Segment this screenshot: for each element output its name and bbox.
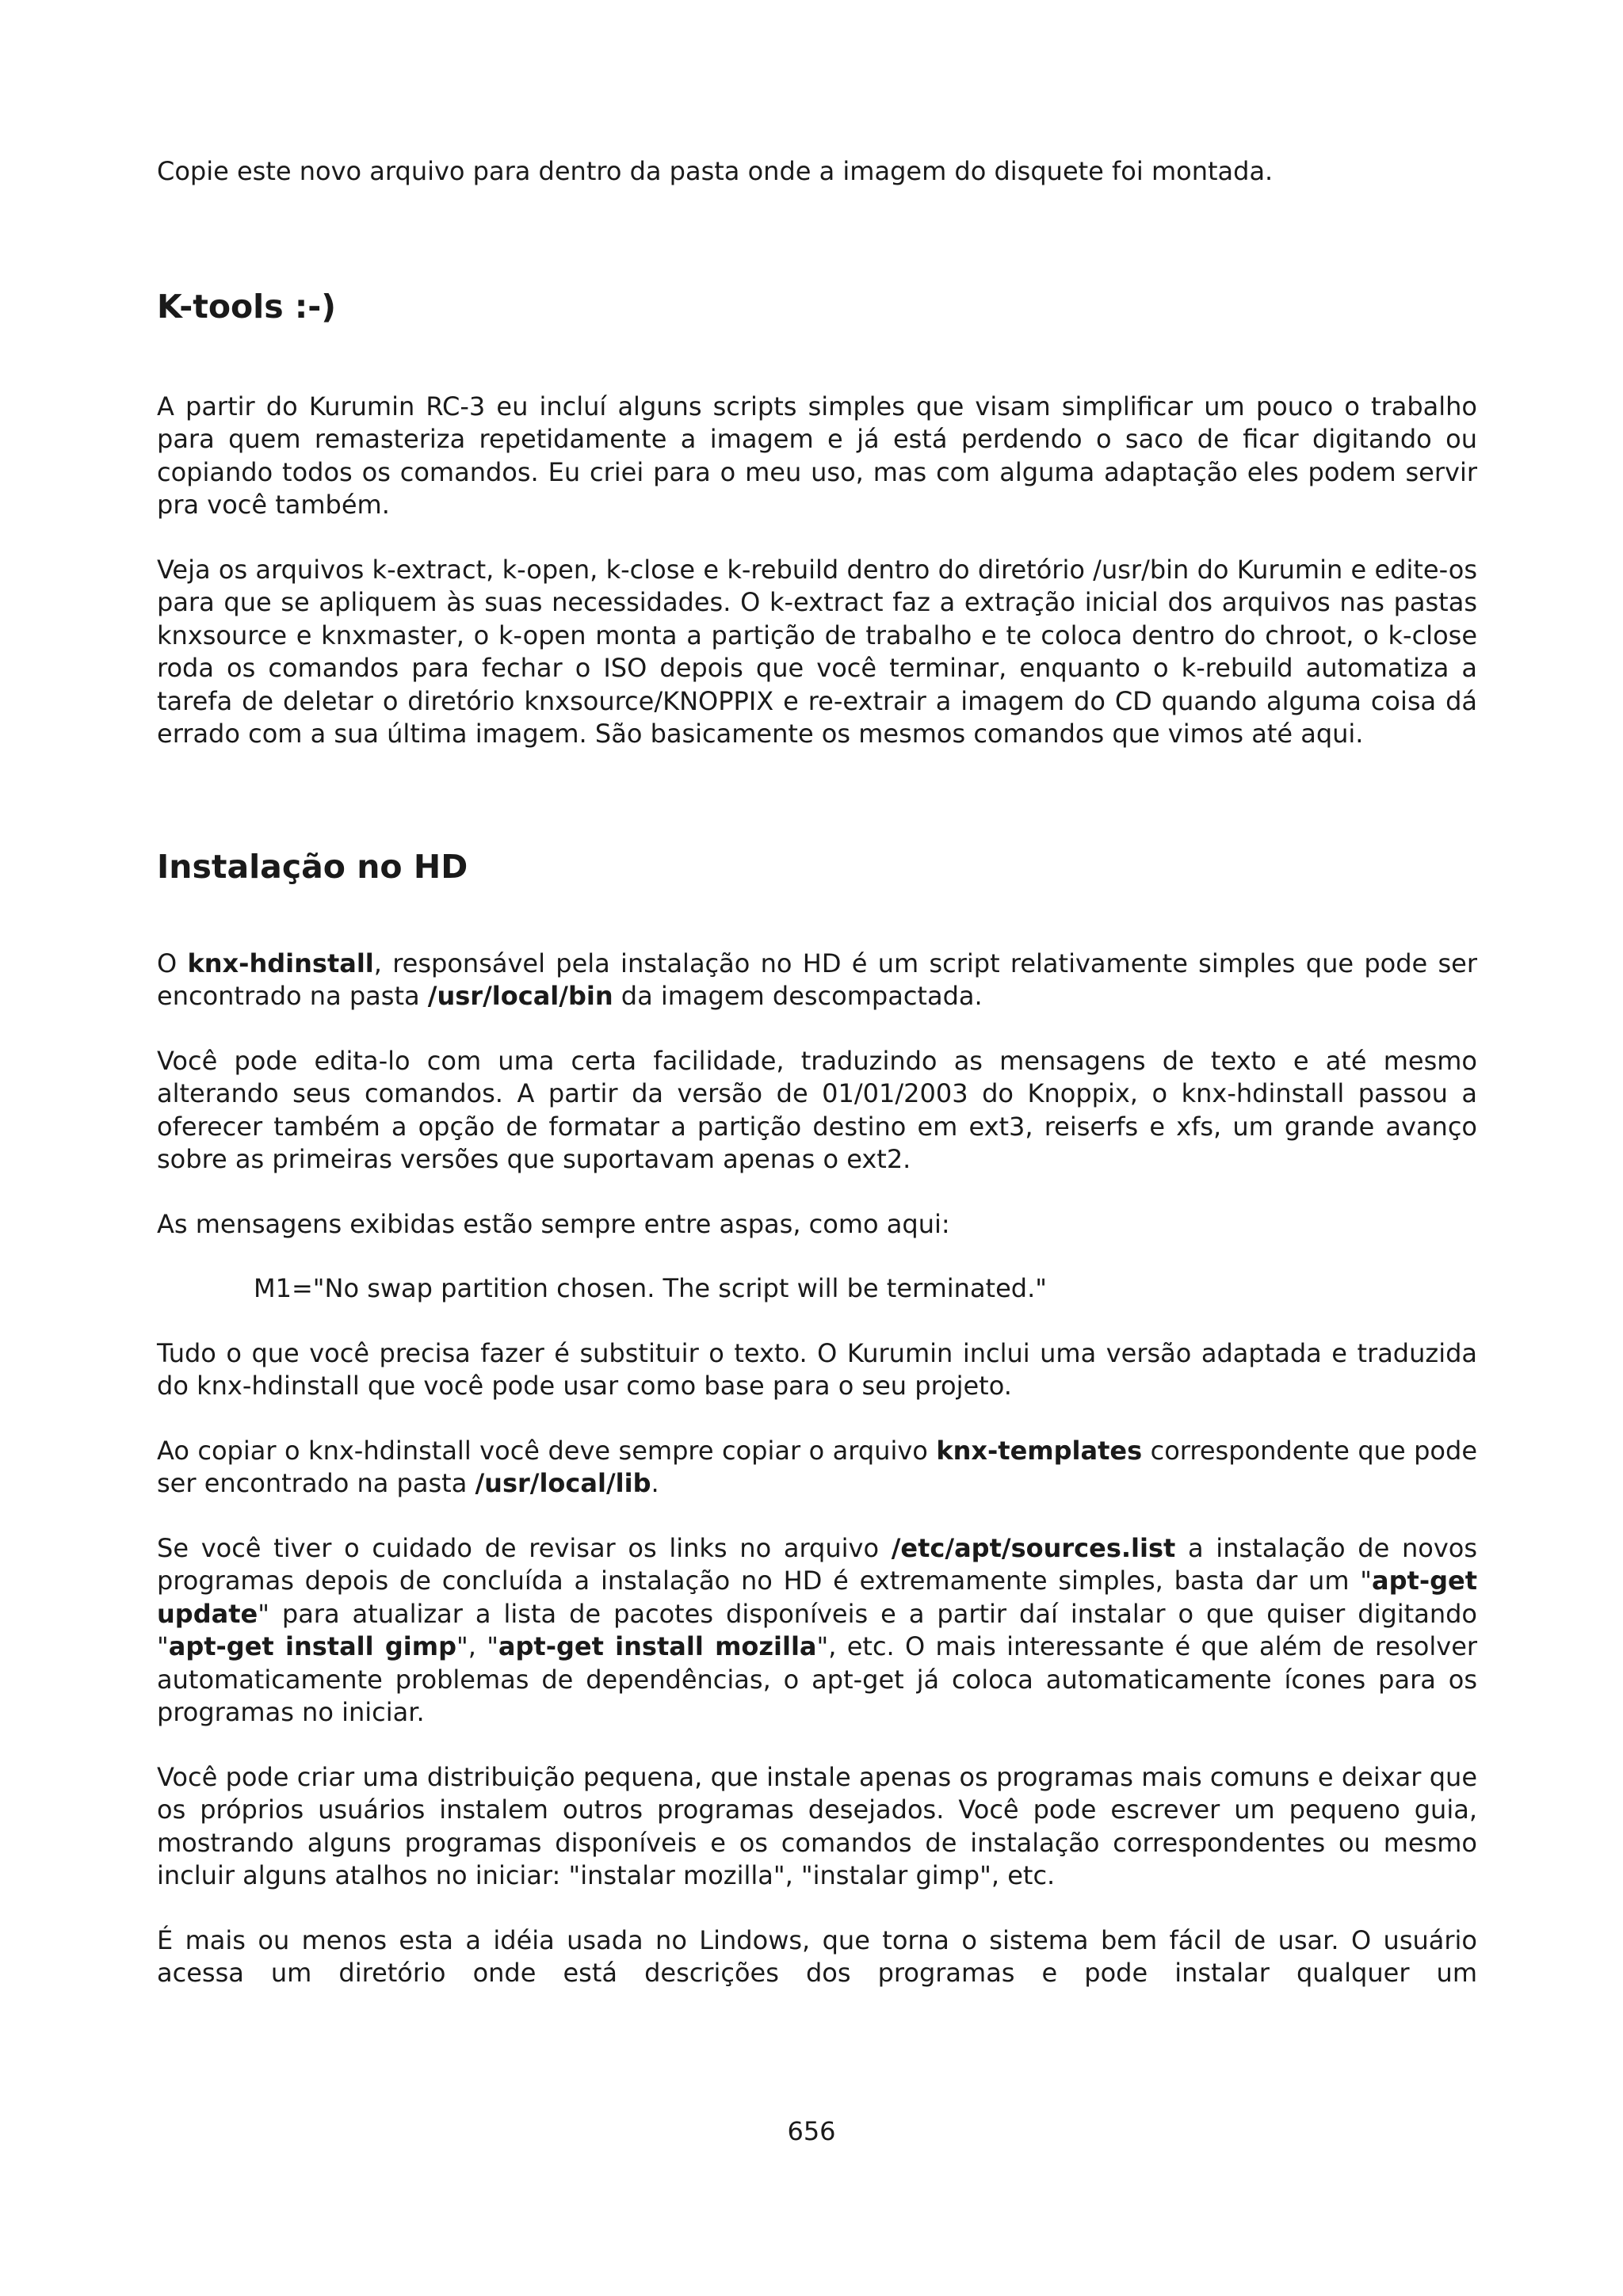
heading-instalacao: Instalação no HD — [157, 847, 468, 886]
heading-ktools: K-tools :-) — [157, 287, 337, 326]
document-body — [157, 155, 1477, 1990]
intro-paragraph: Copie este novo arquivo para dentro da pasta onde a imagem do disquete foi montada. — [157, 156, 1274, 186]
install-paragraph-5: Ao copiar o knx-hdinstall você deve sempre copiar o arquivo knx-templates correspondente que pode ser encontrado na pasta /usr/local/lib. — [157, 1435, 1477, 1498]
install-paragraph-3: As mensagens exibidas estão sempre entre aspas, como aqui: — [157, 1208, 950, 1239]
install-paragraph-7: Você pode criar uma distribuição pequena, que instale apenas os programas mais comuns e deixar que os próprios usuários instalem outros programas desejados. Você pode escrever um pequeno guia, mostrando alguns programas disponíveis e os comandos de instalação correspondentes ou mesmo incluir alguns atalhos no iniciar: "instalar mozilla", "instalar gimp", etc. — [157, 1761, 1477, 1890]
ktools-paragraph-1: A partir do Kurumin RC-3 eu incluí alguns scripts simples que visam simplificar um pouco o trabalho para quem remasteriza repetidamente a imagem e já está perdendo o saco de ficar digitando ou copiando todos os comandos. Eu criei para o meu uso, mas com alguma adaptação eles podem servir pra você também. — [157, 391, 1477, 520]
install-paragraph-8: É mais ou menos esta a idéia usada no Lindows, que torna o sistema bem fácil de usar. O usuário acessa um diretório onde está descrições dos programas e pode instalar qualquer um — [157, 1924, 1477, 1988]
ktools-paragraph-2: Veja os arquivos k-extract, k-open, k-close e k-rebuild dentro do diretório /usr/bin do Kurumin e edite-os para que se apliquem às suas necessidades. O k-extract faz a extração inicial dos arquivos nas pastas knxsource e knxmaster, o k-open monta a partição de trabalho e te coloca dentro do chroot, o k-close roda os comandos para fechar o ISO depois que você terminar, enquanto o k-rebuild automatiza a tarefa de deletar o diretório knxsource/KNOPPIX e re-extrair a imagem do CD quando alguma coisa dá errado com a sua última imagem. São basicamente os mesmos comandos que vimos até aqui. — [157, 554, 1477, 749]
code-example: M1="No swap partition chosen. The script will be terminated." — [254, 1273, 1047, 1303]
install-paragraph-1: O knx-hdinstall, responsável pela instalação no HD é um script relativamente simples que pode ser encontrado na pasta /usr/local/bin da imagem descompactada. — [157, 948, 1478, 1011]
install-paragraph-4: Tudo o que você precisa fazer é substituir o texto. O Kurumin inclui uma versão adaptada e traduzida do knx-hdinstall que você pode usar como base para o seu projeto. — [157, 1337, 1477, 1401]
page-number: 656 — [787, 2116, 836, 2146]
install-paragraph-6: Se você tiver o cuidado de revisar os links no arquivo /etc/apt/sources.list a instalação de novos programas depois de concluída a instalação no HD é extremamente simples, basta dar um "apt-get update" para atualizar a lista de pacotes disponíveis e a partir daí instalar o que quiser digitando "apt-get install gimp", "apt-get install mozilla", etc. O mais interessante é que além de resolver automaticamente problemas de dependências, o apt-get já coloca automaticamente ícones para os programas no iniciar. — [157, 1532, 1478, 1727]
install-paragraph-2: Você pode edita-lo com uma certa facilidade, traduzindo as mensagens de texto e até mesmo alterando seus comandos. A partir da versão de 01/01/2003 do Knoppix, o knx-hdinstall passou a oferecer também a opção de formatar a partição destino em ext3, reiserfs e xfs, um grande avanço sobre as primeiras versões que suportavam apenas o ext2. — [157, 1045, 1477, 1174]
